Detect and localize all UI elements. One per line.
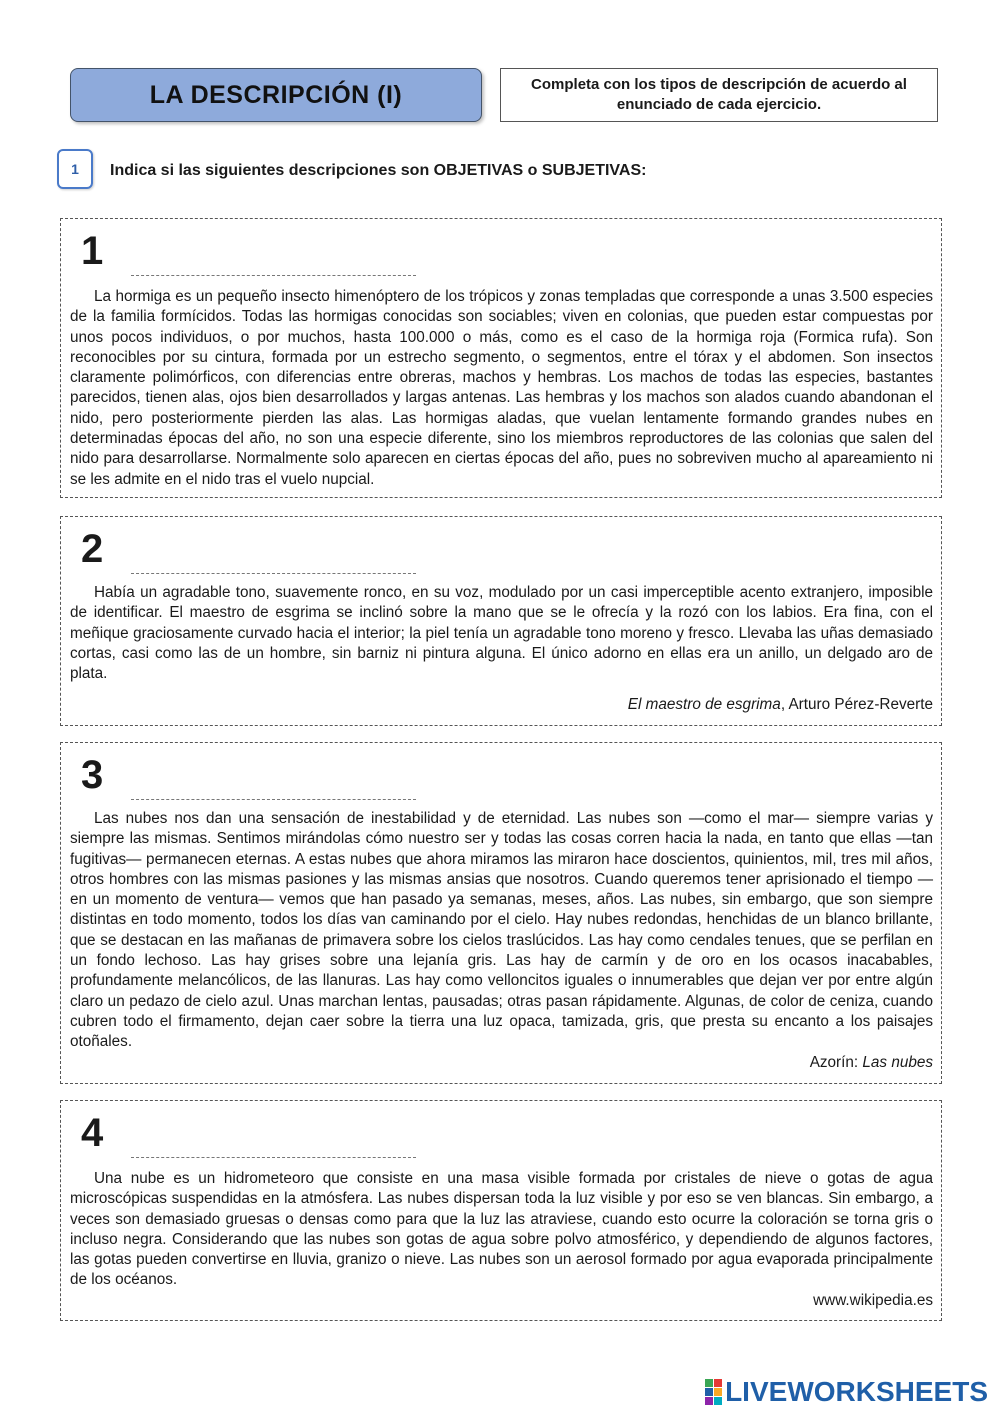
card-source	[628, 696, 933, 714]
card-text: Las nubes nos dan una sensación de inestabilidad y de eternidad. Las nubes son —como el mar— siempre varias y siempre las mismas. Sentimos mirándolas cómo nuestro ser y todas las cosas corren hacia la nada, en tanto que ellas —tan fugitivas— permanecen eternas. A estas nubes que ahora miramos las miraron hace doscientos, quinientos, mil, tres mil años, otros hombres con las mismas pasiones y las mismas ansias que nosotros. Cuando queremos tener aprisionado el tiempo —en un momento de ventura— vemos que han pasado ya semanas, meses, años. Las nubes, sin embargo, que son siempre distintas en todo momento, todos los días van caminando por el cielo. Hay nubes redondas, henchidas de un blanco brillante, que se destacan en las mañanas de primavera sobre los cielos traslúcidos. Las hay como cendales tenues, que se perfilan en un fondo lechoso. Las hay grises sobre una lejanía gris. Las hay de carmín y de oro en los ocasos inacabables, profundamente melancólicos, de las llanuras. Las hay como velloncitos iguales o innumerables que dejan ver por entre algún claro un pedazo de cielo azul. Unas marchan lentas, pausadas; otras pasan rápidamente. Algunas, de color de ceniza, cuando cubren todo el firmamento, dejan caer sobre la tierra una luz opaca, tamizada, gris, que presta su encanto a los paisajes otoñales.	[70, 810, 933, 1051]
card-text: La hormiga es un pequeño insecto himenóptero de los trópicos y zonas templadas que corresponde a unas 3.500 especies de la familia formícidos. Todas las hormigas conocidas son sociables; viven en colonias, que pueden estar compuestas por unos pocos individuos, o por muchos, hasta 100.000 o más, como es el caso de la hormiga roja (Formica rufa). Son reconocibles por su cintura, formada por un estrecho segmento, o segmentos, entre el tórax y el abdomen. Son insectos claramente polimórficos, con diferencias entre obreras, machos y hembras. Los machos de todas las especies, bastantes parecidos, tienen alas, ojos bien desarrollados y largas antenas. Las hembras y los machos son alados cuando abandonan el nido, pero posteriormente pierden las alas. Las hormigas aladas, que vuelan lentamente formando grandes nubes en determinadas épocas del año, no son una especie diferente, sino los miembros reproductores de las colonias que salen del nido para desarrollarse. Normalmente solo aparecen en ciertas épocas del año, pues no sobreviven mucho al apareamiento ni se les admite en el nido tras el vuelo nupcial.	[70, 288, 933, 488]
source-title: El maestro de esgrima	[627, 696, 781, 713]
card-source: www.wikipedia.es	[813, 1292, 933, 1309]
card-text: Había un agradable tono, suavemente ronco, en su voz, modulado por un casi imperceptible acento extranjero, imposible de identificar. El maestro de esgrima se inclinó sobre la mano que se le ofrecía y la rozó con los labios. Era fina, con el meñique graciosamente curvado hacia el interior; la piel tenía un agradable tono moreno y fresco. Llevaba las uñas demasiado cortas, casi como las de un hombre, sin barniz ni pintura alguna. El único adorno en ellas era un anillo, un delgado aro de plata.	[70, 584, 933, 683]
answer-field-1[interactable]	[131, 273, 416, 276]
card-text: Una nube es un hidrometeoro que consiste en una masa visible formada por cristales de nieve o gotas de agua microscópicas suspendidas en la atmósfera. Las nubes dispersan toda la luz visible y por eso se ven blancas. Sin embargo, a veces son demasiado gruesas o densas como para que la luz las atraviese, cuando esto ocurre la coloración se torna gris o incluso negra. Considerando que las nubes son gotas de agua sobre polvo atmosférico, y dependiendo de algunos factores, las gotas pueden convertirse en lluvia, granizo o nieve. Las nubes son un aerosol formado por agua evaporada principalmente de los océanos.	[70, 1170, 933, 1289]
answer-field-2[interactable]	[131, 571, 416, 574]
liveworksheets-logo-icon	[705, 1379, 722, 1405]
description-card-3	[60, 742, 942, 1084]
description-card-2	[60, 516, 942, 726]
page-title-text: LA DESCRIPCIÓN (I)	[149, 80, 403, 109]
card-number: 1	[81, 229, 104, 273]
instruction-text: Completa con los tipos de descripción de acuerdo al enunciado de cada ejercicio.	[531, 76, 907, 113]
source-title: Las nubes	[862, 1054, 933, 1071]
description-card-4	[60, 1100, 942, 1321]
exercise-number-badge	[57, 149, 93, 189]
logo-text: LIVEWORKSHEETS	[725, 1376, 988, 1407]
liveworksheets-logo	[705, 1376, 988, 1408]
exercise-instruction: Indica si las siguientes descripciones son OBJETIVAS o SUBJETIVAS:	[110, 162, 647, 179]
instruction-box	[500, 68, 938, 122]
card-source	[810, 1054, 933, 1072]
exercise-number: 1	[71, 161, 79, 177]
card-number: 3	[81, 753, 104, 797]
answer-field-4[interactable]	[131, 1155, 416, 1158]
description-card-1	[60, 218, 942, 498]
page-title	[70, 68, 482, 122]
source-author: , Arturo Pérez-Reverte	[780, 696, 933, 713]
source-author: Azorín:	[809, 1054, 863, 1071]
card-number: 4	[81, 1111, 104, 1155]
card-number: 2	[81, 527, 104, 571]
answer-field-3[interactable]	[131, 797, 416, 800]
